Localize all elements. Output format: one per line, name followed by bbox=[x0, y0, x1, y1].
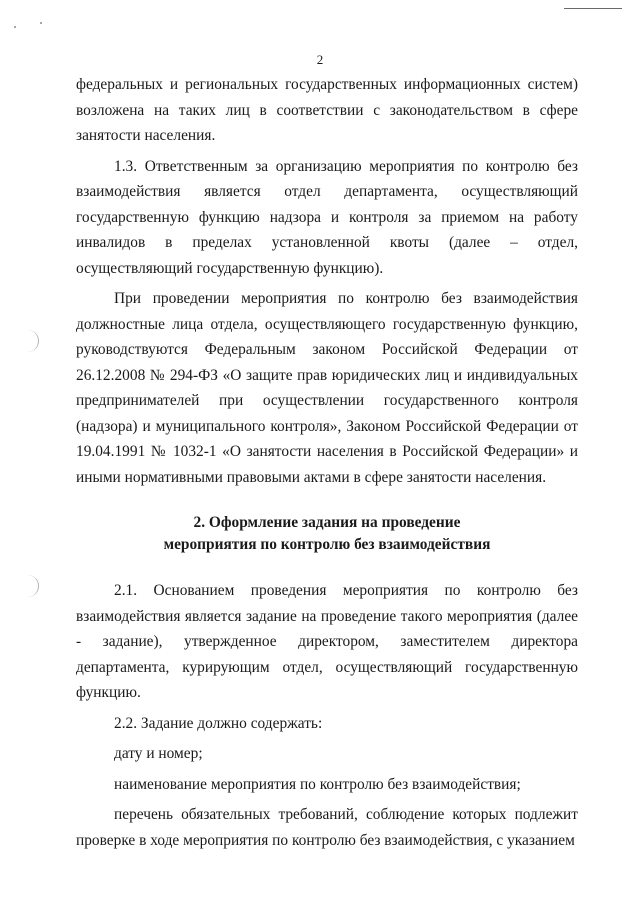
section-heading bbox=[76, 512, 578, 556]
list-item-date-number: дату и номер; bbox=[114, 745, 203, 762]
paragraph-2-2: 2.2. Задание должно содержать: bbox=[114, 714, 323, 732]
scan-artifact-mark bbox=[28, 575, 39, 597]
section-heading-line1: 2. Оформление задания на проведение bbox=[193, 514, 461, 531]
scan-artifact-mark bbox=[28, 330, 39, 352]
scan-artifact-dot bbox=[14, 26, 16, 28]
paragraph-1-3: 1.3. Ответственным за организацию мероприятия по контролю без взаимодействия является отдел департамента, осуществляющий государственную функцию надзора и контроля за приемом на работу инвалидов в пределах установленной квоты (далее – отдел, осуществляющий государственную функцию). bbox=[76, 157, 578, 277]
section-heading-line2: мероприятия по контролю без взаимодействия bbox=[163, 536, 491, 553]
scan-artifact-dot bbox=[40, 22, 42, 24]
paragraph-2-1: 2.1. Основанием проведения мероприятия по контролю без взаимодействия является задание на проведение такого мероприятия (далее - задание), утвержденное директором, заместителем директора департамента, курирующим отдел, осуществляющий государственную функцию. bbox=[76, 582, 578, 701]
list-item-requirements: перечень обязательных требований, соблюдение которых подлежит проверке в ходе мероприятия по контролю без взаимодействия, с указанием bbox=[76, 806, 578, 849]
page-number: 2 bbox=[316, 52, 324, 67]
scan-artifact-line bbox=[564, 8, 622, 9]
paragraph-legal-basis: При проведении мероприятия по контролю без взаимодействия должностные лица отдела, осуществляющего государственную функцию, руководствуются Федеральным законом Российской Федерации от 26.12.2008 № 294-ФЗ «О защите прав юридических лиц и индивидуальных предпринимателей при осуществлении государственного контроля (надзора) и муниципального контроля», Законом Российской Федерации от 19.04.1991 № 1032-1 «О занятости населения в Российской Федерации» и иными нормативными правовыми актами в сфере занятости населения. bbox=[76, 290, 578, 486]
list-item-measure-name: наименование мероприятия по контролю без взаимодействия; bbox=[114, 775, 521, 793]
paragraph-continuation: федеральных и региональных государственных информационных систем) возложена на таких лиц в соответствии с законодательством в сфере занятости населения. bbox=[76, 76, 578, 144]
document-body bbox=[76, 72, 578, 853]
